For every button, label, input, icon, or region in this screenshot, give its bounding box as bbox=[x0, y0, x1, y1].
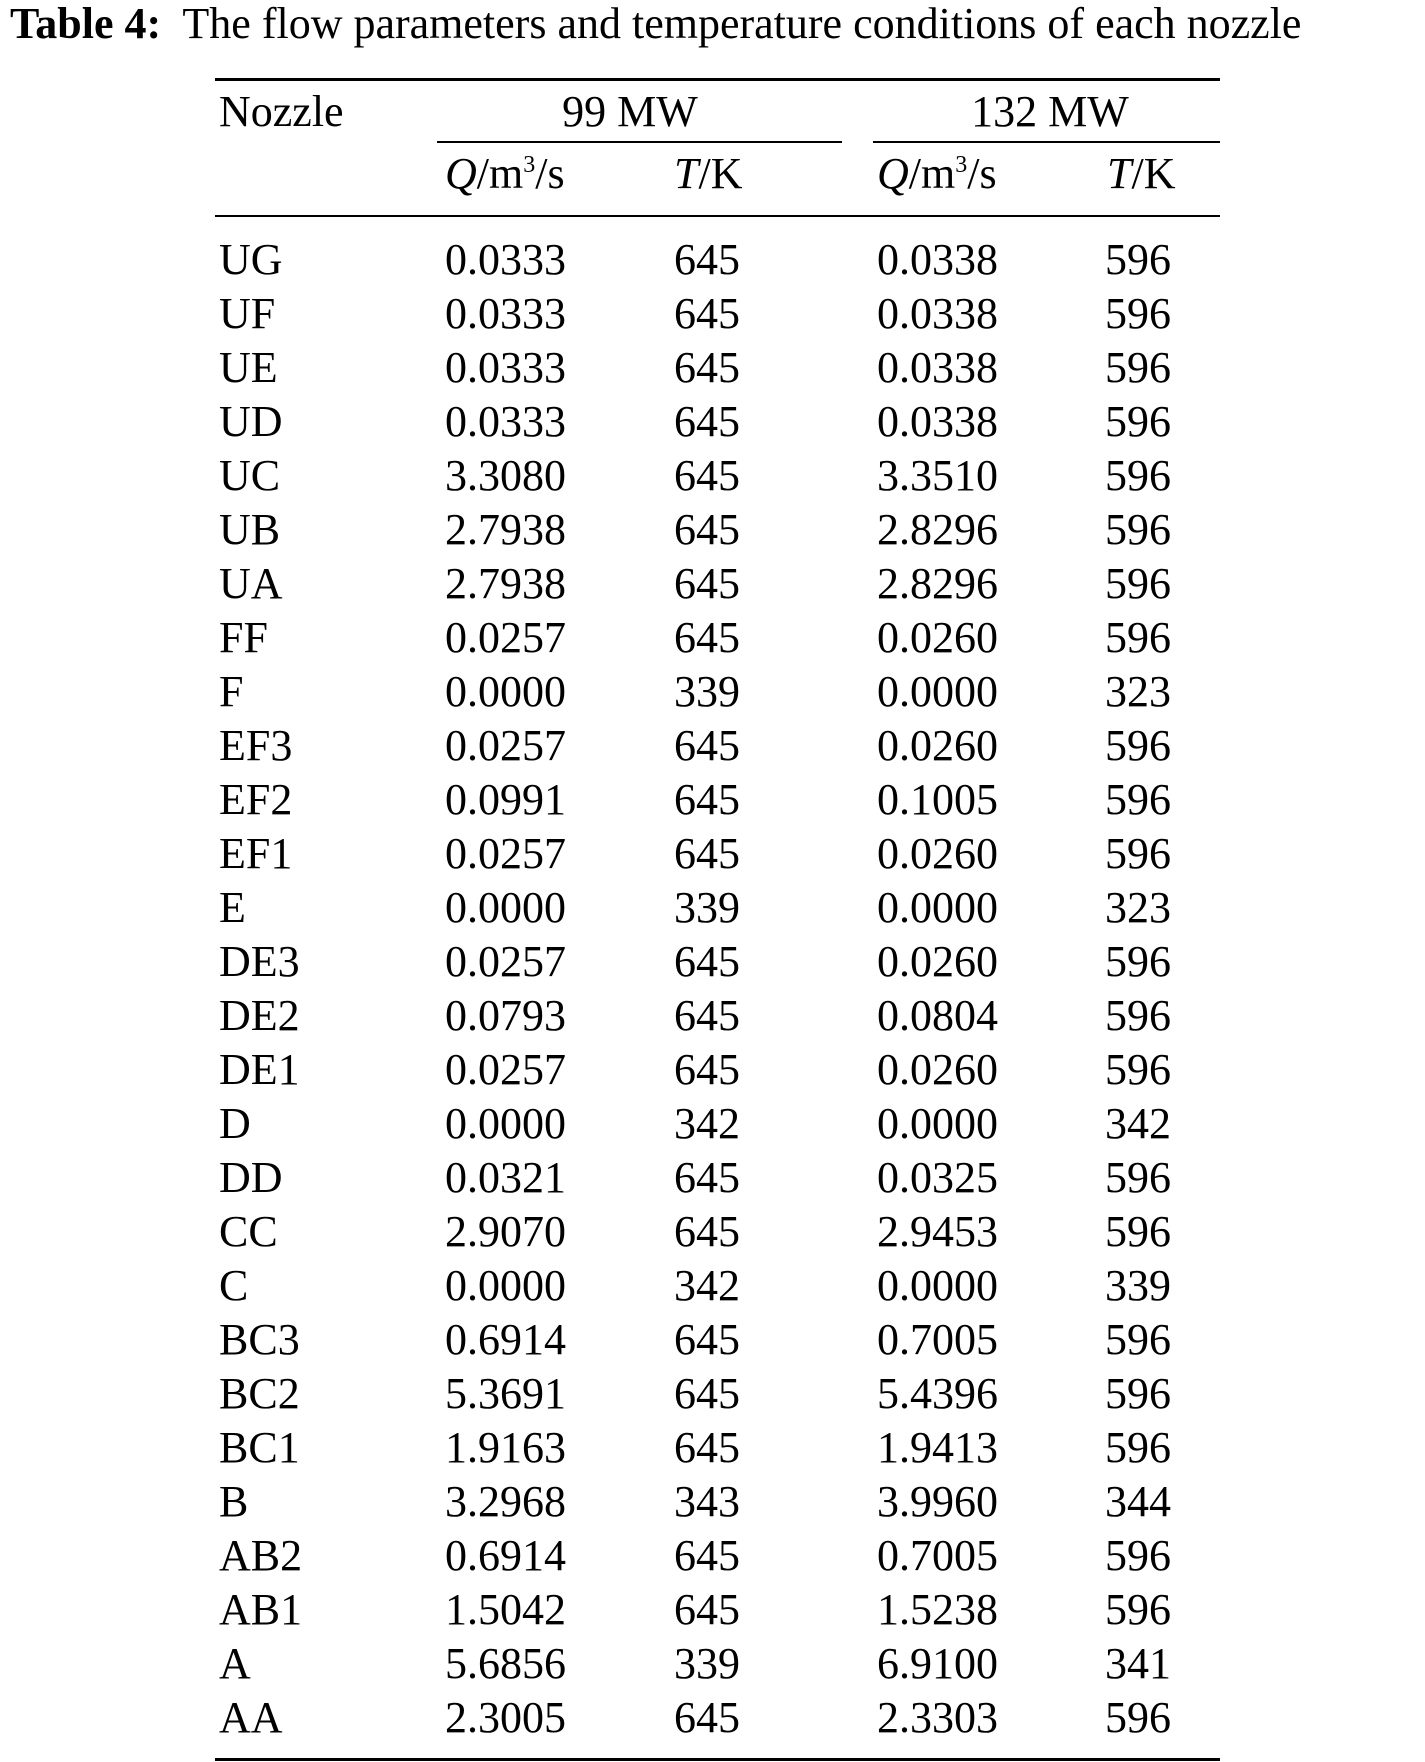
q-132mw-cell: 0.0000 bbox=[877, 1099, 998, 1148]
nozzle-cell: F bbox=[219, 667, 244, 716]
nozzle-cell: EF2 bbox=[219, 775, 293, 824]
t-99mw-cell: 645 bbox=[674, 721, 740, 770]
t-99mw-cell: 339 bbox=[674, 883, 740, 932]
t-99mw-cell: 645 bbox=[674, 559, 740, 608]
t-132mw-cell: 323 bbox=[1105, 883, 1171, 932]
nozzle-cell: DE2 bbox=[219, 991, 300, 1040]
q-99mw-cell: 0.0333 bbox=[445, 235, 566, 284]
header-t-132 bbox=[1107, 150, 1175, 198]
nozzle-cell: AB1 bbox=[219, 1585, 303, 1634]
q-99mw-cell: 0.0257 bbox=[445, 1045, 566, 1094]
nozzle-cell: BC2 bbox=[219, 1369, 300, 1418]
t-132mw-cell: 596 bbox=[1105, 1207, 1171, 1256]
t-132mw-cell: 596 bbox=[1105, 1153, 1171, 1202]
t-132mw-cell: 596 bbox=[1105, 829, 1171, 878]
header-q-99 bbox=[445, 150, 565, 198]
top-rule bbox=[215, 78, 1220, 81]
q-132mw-cell: 0.0000 bbox=[877, 883, 998, 932]
q-132mw-cell: 0.0000 bbox=[877, 667, 998, 716]
header-group-99mw: 99 MW bbox=[562, 87, 698, 136]
t-99mw-cell: 645 bbox=[674, 235, 740, 284]
t-99mw-cell: 645 bbox=[674, 991, 740, 1040]
q-99mw-cell: 0.0991 bbox=[445, 775, 566, 824]
t-132mw-cell: 596 bbox=[1105, 505, 1171, 554]
nozzle-cell: AA bbox=[219, 1693, 283, 1742]
q-132mw-cell: 1.5238 bbox=[877, 1585, 998, 1634]
q-132mw-cell: 0.7005 bbox=[877, 1531, 998, 1580]
q-99mw-cell: 0.0257 bbox=[445, 613, 566, 662]
q-132mw-cell: 0.0260 bbox=[877, 1045, 998, 1094]
t-132mw-cell: 596 bbox=[1105, 397, 1171, 446]
t-99mw-cell: 645 bbox=[674, 1315, 740, 1364]
t-99mw-cell: 645 bbox=[674, 451, 740, 500]
q-132mw-cell: 0.0338 bbox=[877, 397, 998, 446]
nozzle-cell: BC1 bbox=[219, 1423, 300, 1472]
t-unit: /K bbox=[1131, 149, 1176, 198]
nozzle-cell: DE3 bbox=[219, 937, 300, 986]
nozzle-cell: BC3 bbox=[219, 1315, 300, 1364]
t-99mw-cell: 645 bbox=[674, 1585, 740, 1634]
t-132mw-cell: 596 bbox=[1105, 1045, 1171, 1094]
t-99mw-cell: 342 bbox=[674, 1261, 740, 1310]
q-132mw-cell: 2.8296 bbox=[877, 505, 998, 554]
bottom-rule bbox=[215, 1758, 1220, 1761]
t-99mw-cell: 645 bbox=[674, 1207, 740, 1256]
q-132mw-cell: 1.9413 bbox=[877, 1423, 998, 1472]
header-rule bbox=[215, 215, 1220, 217]
t-132mw-cell: 596 bbox=[1105, 1531, 1171, 1580]
t-132mw-cell: 596 bbox=[1105, 721, 1171, 770]
nozzle-cell: DE1 bbox=[219, 1045, 300, 1094]
t-99mw-cell: 645 bbox=[674, 937, 740, 986]
t-132mw-cell: 596 bbox=[1105, 613, 1171, 662]
table-caption bbox=[10, 0, 1301, 48]
q-unit: /m bbox=[908, 149, 956, 198]
q-132mw-cell: 0.0260 bbox=[877, 937, 998, 986]
nozzle-cell: EF1 bbox=[219, 829, 293, 878]
t-99mw-cell: 645 bbox=[674, 775, 740, 824]
q-132mw-cell: 0.7005 bbox=[877, 1315, 998, 1364]
t-132mw-cell: 596 bbox=[1105, 1423, 1171, 1472]
q-variable: Q bbox=[877, 149, 909, 198]
t-132mw-cell: 596 bbox=[1105, 343, 1171, 392]
nozzle-cell: E bbox=[219, 883, 246, 932]
q-99mw-cell: 0.6914 bbox=[445, 1531, 566, 1580]
header-q-132 bbox=[877, 150, 997, 198]
q-99mw-cell: 2.9070 bbox=[445, 1207, 566, 1256]
nozzle-cell: UD bbox=[219, 397, 283, 446]
t-132mw-cell: 596 bbox=[1105, 235, 1171, 284]
q-99mw-cell: 0.0000 bbox=[445, 1099, 566, 1148]
t-132mw-cell: 596 bbox=[1105, 1315, 1171, 1364]
nozzle-cell: UB bbox=[219, 505, 281, 554]
caption-text: The flow parameters and temperature conditions of each nozzle bbox=[182, 0, 1302, 48]
t-99mw-cell: 343 bbox=[674, 1477, 740, 1526]
t-132mw-cell: 596 bbox=[1105, 1585, 1171, 1634]
q-99mw-cell: 2.7938 bbox=[445, 559, 566, 608]
q-132mw-cell: 0.0338 bbox=[877, 343, 998, 392]
nozzle-cell: UE bbox=[219, 343, 278, 392]
nozzle-cell: EF3 bbox=[219, 721, 293, 770]
t-132mw-cell: 596 bbox=[1105, 991, 1171, 1040]
nozzle-cell: CC bbox=[219, 1207, 278, 1256]
caption-label: Table 4: bbox=[10, 0, 162, 48]
q-99mw-cell: 0.0333 bbox=[445, 397, 566, 446]
t-132mw-cell: 596 bbox=[1105, 775, 1171, 824]
q-99mw-cell: 1.5042 bbox=[445, 1585, 566, 1634]
t-132mw-cell: 323 bbox=[1105, 667, 1171, 716]
t-variable: T bbox=[1107, 149, 1132, 198]
q-132mw-cell: 2.3303 bbox=[877, 1693, 998, 1742]
q-99mw-cell: 0.0257 bbox=[445, 721, 566, 770]
q-unit: /m bbox=[476, 149, 524, 198]
t-132mw-cell: 342 bbox=[1105, 1099, 1171, 1148]
nozzle-cell: UF bbox=[219, 289, 276, 338]
q-132mw-cell: 3.9960 bbox=[877, 1477, 998, 1526]
q-99mw-cell: 3.3080 bbox=[445, 451, 566, 500]
t-132mw-cell: 596 bbox=[1105, 937, 1171, 986]
t-132mw-cell: 596 bbox=[1105, 289, 1171, 338]
q-132mw-cell: 3.3510 bbox=[877, 451, 998, 500]
q-132mw-cell: 0.0325 bbox=[877, 1153, 998, 1202]
q-132mw-cell: 0.0338 bbox=[877, 289, 998, 338]
q-132mw-cell: 6.9100 bbox=[877, 1639, 998, 1688]
group1-rule bbox=[437, 141, 842, 143]
q-132mw-cell: 0.0260 bbox=[877, 721, 998, 770]
nozzle-cell: AB2 bbox=[219, 1531, 303, 1580]
nozzle-cell: FF bbox=[219, 613, 268, 662]
q-99mw-cell: 0.6914 bbox=[445, 1315, 566, 1364]
q-unit-suffix: /s bbox=[535, 149, 565, 198]
q-99mw-cell: 5.3691 bbox=[445, 1369, 566, 1418]
t-99mw-cell: 645 bbox=[674, 343, 740, 392]
nozzle-cell: DD bbox=[219, 1153, 283, 1202]
t-132mw-cell: 341 bbox=[1105, 1639, 1171, 1688]
q-132mw-cell: 2.8296 bbox=[877, 559, 998, 608]
q-99mw-cell: 0.0321 bbox=[445, 1153, 566, 1202]
t-99mw-cell: 645 bbox=[674, 829, 740, 878]
t-99mw-cell: 645 bbox=[674, 1045, 740, 1094]
q-unit-exponent: 3 bbox=[523, 152, 536, 178]
q-99mw-cell: 5.6856 bbox=[445, 1639, 566, 1688]
header-nozzle: Nozzle bbox=[219, 87, 344, 136]
nozzle-cell: UC bbox=[219, 451, 281, 500]
t-99mw-cell: 645 bbox=[674, 505, 740, 554]
t-99mw-cell: 645 bbox=[674, 1369, 740, 1418]
nozzle-cell: C bbox=[219, 1261, 249, 1310]
q-variable: Q bbox=[445, 149, 477, 198]
t-99mw-cell: 645 bbox=[674, 397, 740, 446]
nozzle-cell: A bbox=[219, 1639, 251, 1688]
t-132mw-cell: 596 bbox=[1105, 451, 1171, 500]
q-99mw-cell: 0.0000 bbox=[445, 883, 566, 932]
q-99mw-cell: 2.3005 bbox=[445, 1693, 566, 1742]
q-132mw-cell: 0.0338 bbox=[877, 235, 998, 284]
q-99mw-cell: 0.0333 bbox=[445, 289, 566, 338]
header-group-132mw: 132 MW bbox=[971, 87, 1129, 136]
t-132mw-cell: 339 bbox=[1105, 1261, 1171, 1310]
t-99mw-cell: 645 bbox=[674, 1693, 740, 1742]
nozzle-cell: UG bbox=[219, 235, 283, 284]
t-99mw-cell: 645 bbox=[674, 1153, 740, 1202]
q-132mw-cell: 0.0804 bbox=[877, 991, 998, 1040]
nozzle-cell: D bbox=[219, 1099, 251, 1148]
nozzle-cell: UA bbox=[219, 559, 283, 608]
q-99mw-cell: 0.0257 bbox=[445, 829, 566, 878]
t-132mw-cell: 596 bbox=[1105, 1693, 1171, 1742]
q-99mw-cell: 1.9163 bbox=[445, 1423, 566, 1472]
q-99mw-cell: 3.2968 bbox=[445, 1477, 566, 1526]
t-99mw-cell: 645 bbox=[674, 1423, 740, 1472]
t-99mw-cell: 339 bbox=[674, 667, 740, 716]
header-t-99 bbox=[674, 150, 742, 198]
t-99mw-cell: 645 bbox=[674, 289, 740, 338]
q-99mw-cell: 0.0793 bbox=[445, 991, 566, 1040]
q-132mw-cell: 0.0260 bbox=[877, 613, 998, 662]
t-132mw-cell: 596 bbox=[1105, 1369, 1171, 1418]
q-99mw-cell: 2.7938 bbox=[445, 505, 566, 554]
q-unit-suffix: /s bbox=[967, 149, 997, 198]
group2-rule bbox=[873, 141, 1220, 143]
t-99mw-cell: 645 bbox=[674, 1531, 740, 1580]
t-unit: /K bbox=[698, 149, 743, 198]
q-132mw-cell: 5.4396 bbox=[877, 1369, 998, 1418]
nozzle-cell: B bbox=[219, 1477, 249, 1526]
t-variable: T bbox=[674, 149, 699, 198]
q-132mw-cell: 0.0260 bbox=[877, 829, 998, 878]
q-99mw-cell: 0.0257 bbox=[445, 937, 566, 986]
t-99mw-cell: 645 bbox=[674, 613, 740, 662]
q-99mw-cell: 0.0000 bbox=[445, 667, 566, 716]
q-99mw-cell: 0.0333 bbox=[445, 343, 566, 392]
q-99mw-cell: 0.0000 bbox=[445, 1261, 566, 1310]
q-132mw-cell: 0.1005 bbox=[877, 775, 998, 824]
q-132mw-cell: 2.9453 bbox=[877, 1207, 998, 1256]
t-132mw-cell: 344 bbox=[1105, 1477, 1171, 1526]
t-99mw-cell: 342 bbox=[674, 1099, 740, 1148]
q-unit-exponent: 3 bbox=[955, 152, 968, 178]
t-132mw-cell: 596 bbox=[1105, 559, 1171, 608]
q-132mw-cell: 0.0000 bbox=[877, 1261, 998, 1310]
t-99mw-cell: 339 bbox=[674, 1639, 740, 1688]
